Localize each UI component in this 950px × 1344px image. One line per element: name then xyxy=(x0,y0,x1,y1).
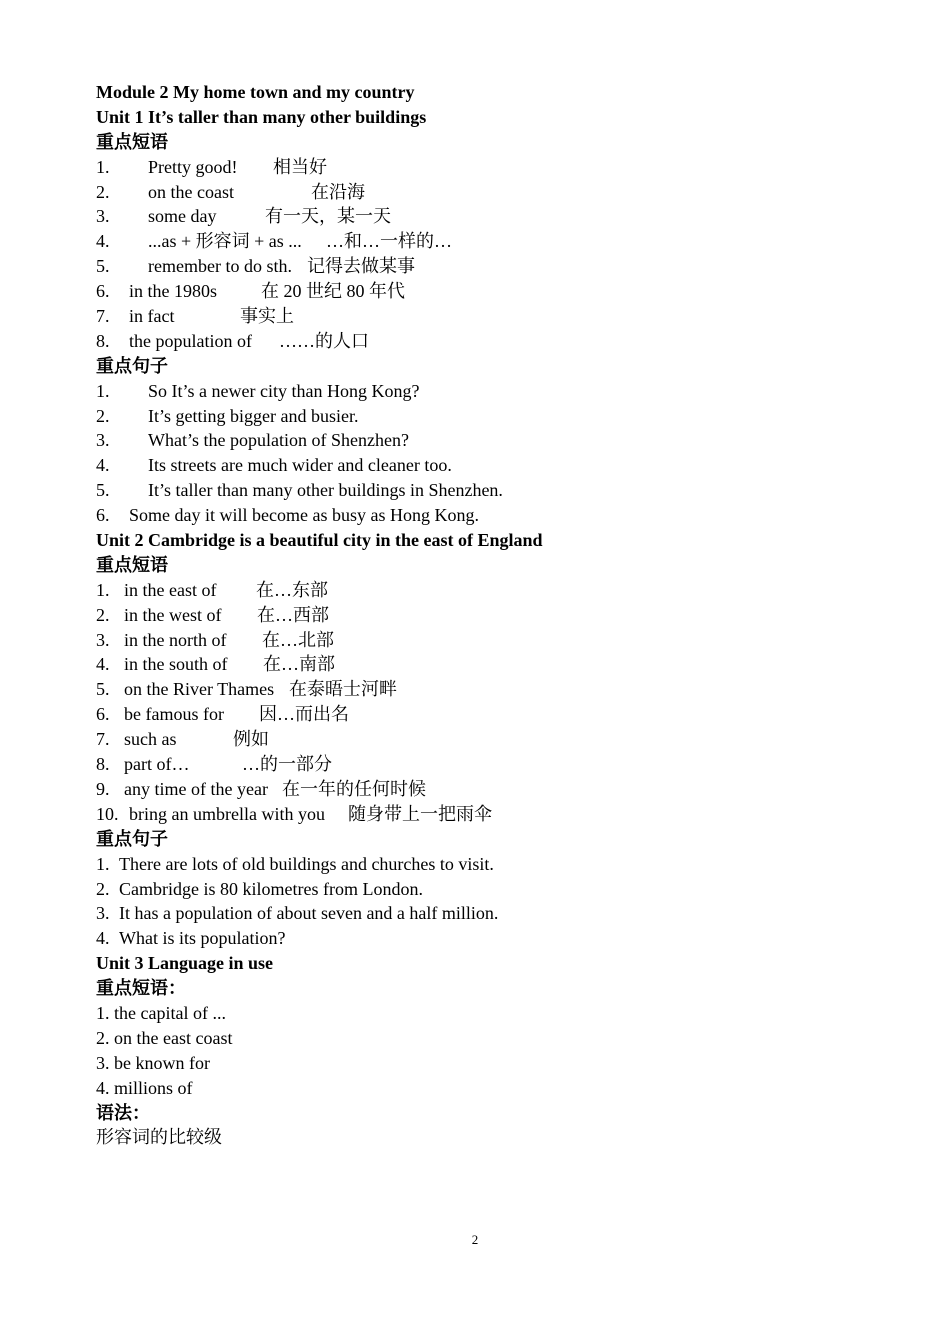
list-item: 2. Cambridge is 80 kilometres from London. xyxy=(96,878,423,899)
list-item: 5. on the River Thames 在泰晤士河畔 xyxy=(96,679,397,700)
list-item: 5. It’s taller than many other buildings in Shenzhen. xyxy=(96,480,503,501)
unit1-title: Unit 1 It’s taller than many other buildings xyxy=(96,106,427,127)
list-item: 1. the capital of ... xyxy=(96,1002,226,1023)
grammar-text: 形容词的比较级 xyxy=(96,1127,222,1148)
unit3-phrases-heading: 重点短语： xyxy=(96,978,186,999)
grammar-heading: 语法： xyxy=(96,1102,150,1123)
list-item: 2. in the west of 在…西部 xyxy=(96,604,329,625)
unit1-sentences-heading: 重点句子 xyxy=(96,355,168,376)
list-item: 4. millions of xyxy=(96,1077,193,1098)
list-item: 3. It has a population of about seven and a half million. xyxy=(96,903,499,924)
list-item: 4. What is its population? xyxy=(96,928,286,949)
list-item: 4. Its streets are much wider and cleaner too. xyxy=(96,455,452,476)
list-item: 1. in the east of 在…东部 xyxy=(96,579,328,600)
list-item: 3. What’s the population of Shenzhen? xyxy=(96,430,409,451)
unit2-sentences-heading: 重点句子 xyxy=(96,828,168,849)
list-item: 3. some day 有一天，某一天 xyxy=(96,206,391,227)
list-item: 3. be known for xyxy=(96,1052,210,1073)
list-item: 8. the population of ……的人口 xyxy=(96,330,369,351)
unit1-phrases-heading: 重点短语 xyxy=(96,131,168,152)
list-item: 4. in the south of 在…南部 xyxy=(96,654,335,675)
list-item: 6. in the 1980s 在 20 世纪 80 年代 xyxy=(96,281,405,302)
list-item: 6. be famous for 因…而出名 xyxy=(96,704,349,725)
list-item: 6. Some day it will become as busy as Hong Kong. xyxy=(96,505,479,526)
list-item: 4. ...as + 形容词 + as ... …和…一样的… xyxy=(96,231,452,252)
list-item: 5. remember to do sth. 记得去做某事 xyxy=(96,256,415,277)
list-item: 10. bring an umbrella with you 随身带上一把雨伞 xyxy=(96,803,492,824)
list-item: 8. part of… …的一部分 xyxy=(96,754,332,775)
unit2-title: Unit 2 Cambridge is a beautiful city in the east of England xyxy=(96,530,543,551)
list-item: 1. So It’s a newer city than Hong Kong? xyxy=(96,380,420,401)
unit2-phrases-heading: 重点短语 xyxy=(96,554,168,575)
list-item: 9. any time of the year 在一年的任何时候 xyxy=(96,778,426,799)
list-item: 2. on the coast 在沿海 xyxy=(96,181,365,202)
list-item: 7. in fact 事实上 xyxy=(96,306,294,327)
list-item: 2. It’s getting bigger and busier. xyxy=(96,405,359,426)
list-item: 2. on the east coast xyxy=(96,1027,233,1048)
list-item: 1. There are lots of old buildings and churches to visit. xyxy=(96,853,494,874)
page-number: 2 xyxy=(471,1232,479,1247)
module-title: Module 2 My home town and my country xyxy=(96,82,415,102)
list-item: 1. Pretty good! 相当好 xyxy=(96,156,327,177)
unit3-title: Unit 3 Language in use xyxy=(96,953,274,974)
document-body xyxy=(96,80,876,1150)
list-item: 3. in the north of 在…北部 xyxy=(96,629,334,650)
list-item: 7. such as 例如 xyxy=(96,729,269,750)
